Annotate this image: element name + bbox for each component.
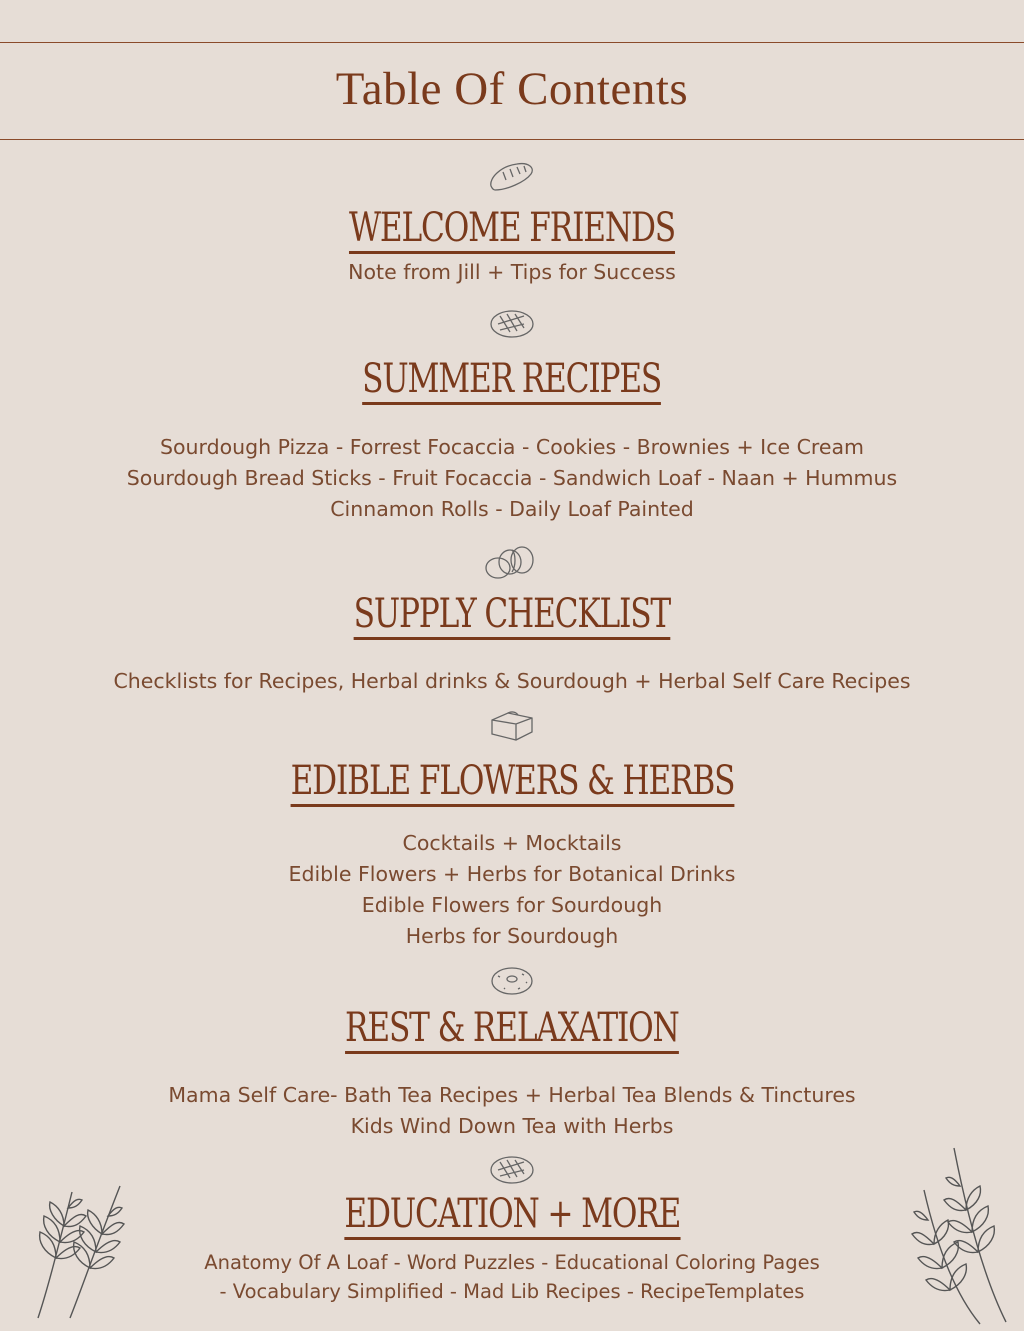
section-line: Sourdough Bread Sticks - Fruit Focaccia - Sandwich Loaf - Naan + Hummus xyxy=(126,466,898,490)
section-title-text: SUMMER RECIPES xyxy=(363,358,662,405)
top-rule xyxy=(0,42,1024,43)
page-title: Table Of Contents xyxy=(335,63,689,115)
round-loaf-icon xyxy=(0,1152,1024,1186)
section-lines xyxy=(0,257,1024,288)
section-title-text: EDIBLE FLOWERS & HERBS xyxy=(290,760,734,807)
section-lines xyxy=(0,666,1024,697)
sliced-bread-icon xyxy=(0,542,1024,582)
section-title-text: EDUCATION + MORE xyxy=(344,1193,680,1240)
section-line: Edible Flowers + Herbs for Botanical Drinks xyxy=(288,862,736,886)
baguette-icon xyxy=(0,160,1024,194)
section-line: - Vocabulary Simplified - Mad Lib Recipes - RecipeTemplates xyxy=(219,1280,805,1303)
section-lines xyxy=(0,1248,1024,1306)
header-rule xyxy=(0,139,1024,140)
section-title xyxy=(0,760,1024,807)
section-line: Anatomy Of A Loaf - Word Puzzles - Educational Coloring Pages xyxy=(204,1251,820,1274)
section-title-text: SUPPLY CHECKLIST xyxy=(354,593,670,640)
wheat-icon xyxy=(910,1140,1018,1331)
section-line: Herbs for Sourdough xyxy=(405,924,619,948)
section-title xyxy=(0,1007,1024,1054)
section-title-text: WELCOME FRIENDS xyxy=(349,207,675,254)
section-line: Cinnamon Rolls - Daily Loaf Painted xyxy=(330,497,694,521)
section-title xyxy=(0,207,1024,254)
section-line: Edible Flowers for Sourdough xyxy=(361,893,663,917)
section-line: Mama Self Care- Bath Tea Recipes + Herbal Tea Blends & Tinctures xyxy=(168,1083,856,1107)
bagel-icon xyxy=(0,964,1024,998)
toast-loaf-icon xyxy=(0,710,1024,744)
section-line: Kids Wind Down Tea with Herbs xyxy=(350,1114,674,1138)
section-lines xyxy=(0,1080,1024,1142)
section-title xyxy=(0,1193,1024,1240)
round-loaf-icon xyxy=(0,306,1024,340)
section-lines xyxy=(0,432,1024,525)
section-line: Sourdough Pizza - Forrest Focaccia - Cookies - Brownies + Ice Cream xyxy=(159,435,865,459)
wheat-icon xyxy=(20,1178,135,1328)
section-line: Cocktails + Mocktails xyxy=(402,831,622,855)
section-line: Checklists for Recipes, Herbal drinks & Sourdough + Herbal Self Care Recipes xyxy=(113,669,911,693)
section-lines xyxy=(0,828,1024,952)
section-title-text: REST & RELAXATION xyxy=(345,1007,679,1054)
section-line: Note from Jill + Tips for Success xyxy=(348,260,676,284)
section-title xyxy=(0,593,1024,640)
section-title xyxy=(0,358,1024,405)
